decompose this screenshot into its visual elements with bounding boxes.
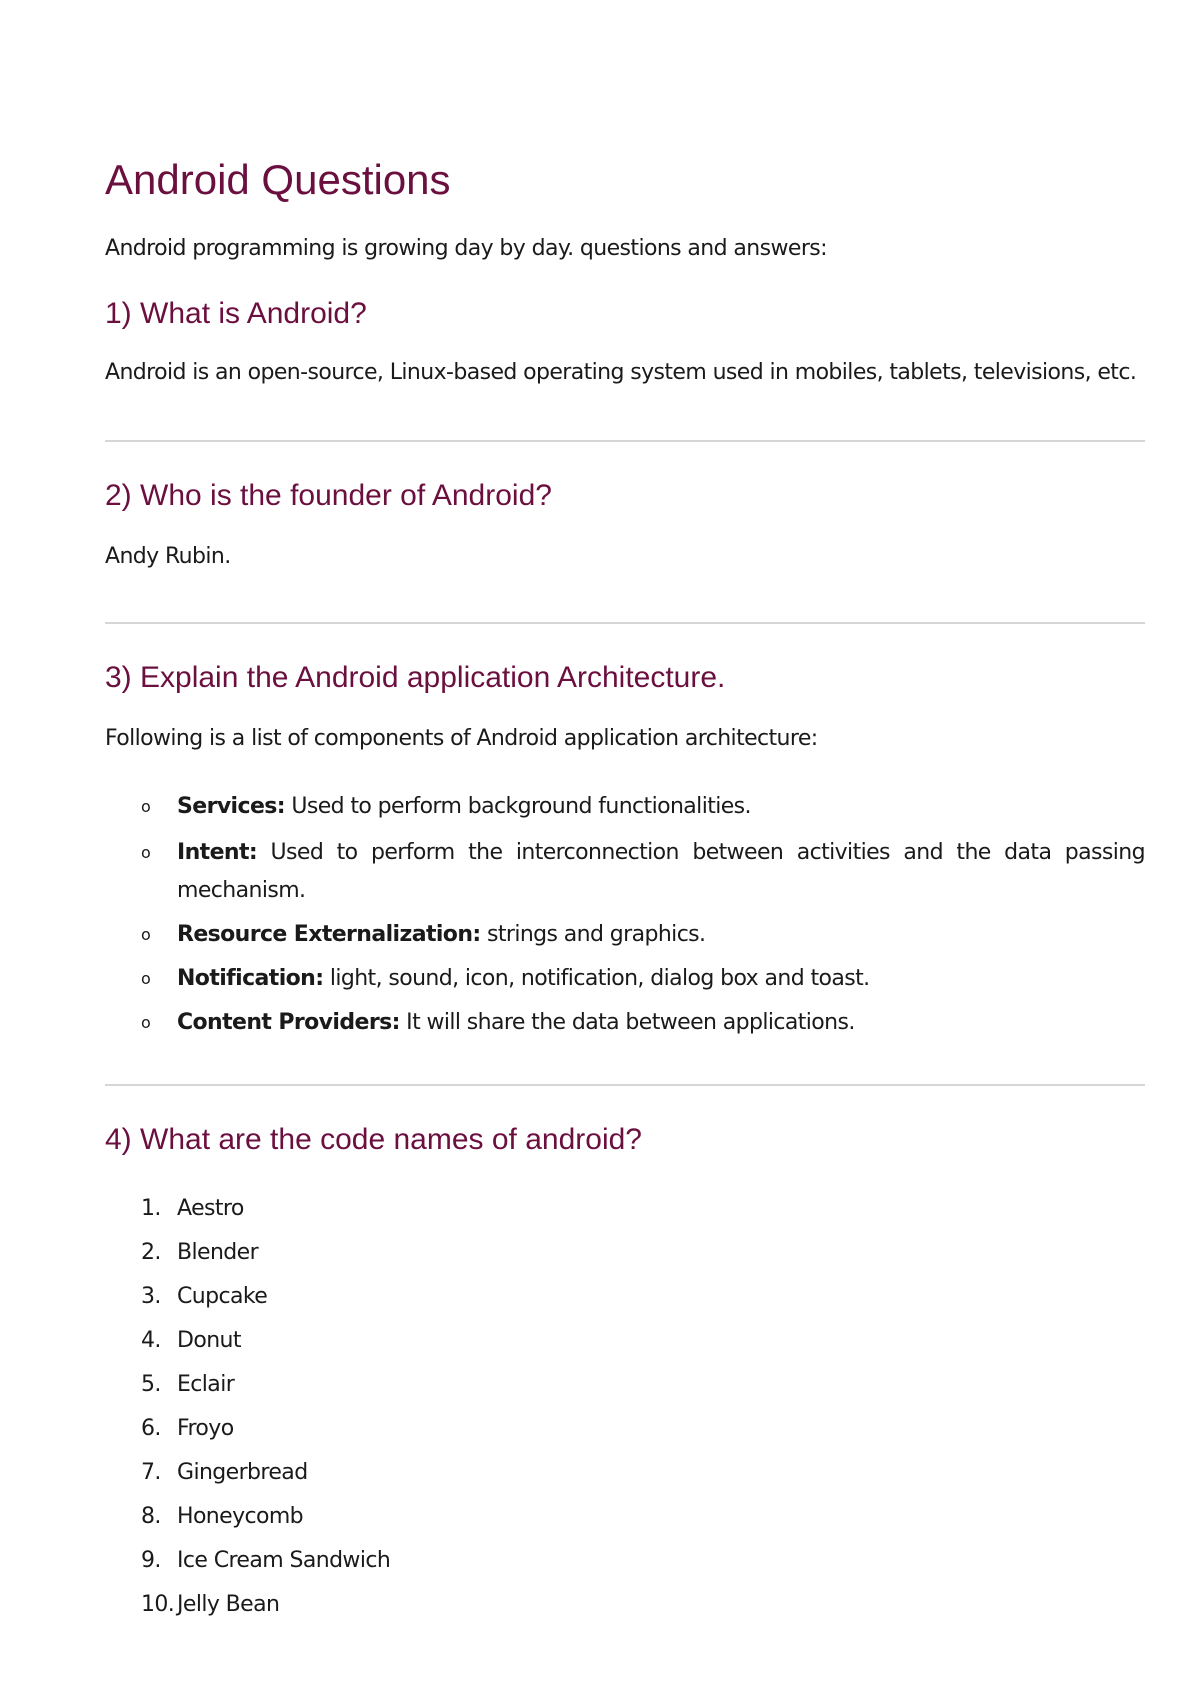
item-name: Jelly Bean — [177, 1592, 280, 1617]
item-number: 5. — [141, 1372, 161, 1397]
question-2-heading: 2) Who is the founder of Android? — [105, 479, 552, 512]
bullet-marker: o — [141, 843, 151, 862]
section-divider — [105, 440, 1145, 442]
item-term: Resource Externalization: — [177, 922, 481, 947]
item-description-continued: mechanism. — [177, 878, 306, 903]
item-name: Blender — [177, 1240, 259, 1265]
section-divider — [105, 1084, 1145, 1086]
item-description: Used to perform the interconnection between activities and the data passing — [257, 840, 1145, 865]
item-name: Ice Cream Sandwich — [177, 1548, 391, 1573]
item-name: Honeycomb — [177, 1504, 304, 1529]
question-4-heading: 4) What are the code names of android? — [105, 1123, 642, 1156]
item-term: Notification: — [177, 966, 324, 991]
item-number: 7. — [141, 1460, 161, 1485]
item-description: Used to perform background functionalities. — [284, 794, 751, 819]
bullet-marker: o — [141, 925, 151, 944]
question-2-answer: Andy Rubin. — [105, 544, 231, 569]
question-3-lead: Following is a list of components of Android application architecture: — [105, 726, 818, 751]
list-item — [105, 834, 1145, 914]
bullet-marker: o — [141, 969, 151, 988]
item-name: Gingerbread — [177, 1460, 308, 1485]
item-number: 6. — [141, 1416, 161, 1441]
item-number: 1. — [141, 1196, 161, 1221]
item-number: 9. — [141, 1548, 161, 1573]
item-description: light, sound, icon, notification, dialog box and toast. — [323, 966, 870, 991]
bullet-marker: o — [141, 797, 151, 816]
question-3-heading: 3) Explain the Android application Architecture. — [105, 661, 726, 694]
question-1-heading: 1) What is Android? — [105, 297, 367, 330]
item-term: Services: — [177, 794, 285, 819]
item-name: Froyo — [177, 1416, 234, 1441]
item-number: 2. — [141, 1240, 161, 1265]
item-description: strings and graphics. — [480, 922, 706, 947]
page-title: Android Questions — [105, 156, 451, 203]
item-name: Eclair — [177, 1372, 235, 1397]
item-name: Aestro — [177, 1196, 244, 1221]
intro-paragraph: Android programming is growing day by day. questions and answers: — [105, 236, 827, 261]
item-term: Intent: — [177, 840, 258, 865]
item-number: 10. — [141, 1592, 175, 1617]
item-number: 4. — [141, 1328, 161, 1353]
question-1-answer: Android is an open-source, Linux-based operating system used in mobiles, tablets, televisions, etc. — [105, 360, 1137, 385]
item-name: Cupcake — [177, 1284, 268, 1309]
item-name: Donut — [177, 1328, 241, 1353]
section-divider — [105, 622, 1145, 624]
item-description: It will share the data between applications. — [399, 1010, 855, 1035]
item-number: 8. — [141, 1504, 161, 1529]
bullet-marker: o — [141, 1013, 151, 1032]
item-term: Content Providers: — [177, 1010, 400, 1035]
item-number: 3. — [141, 1284, 161, 1309]
